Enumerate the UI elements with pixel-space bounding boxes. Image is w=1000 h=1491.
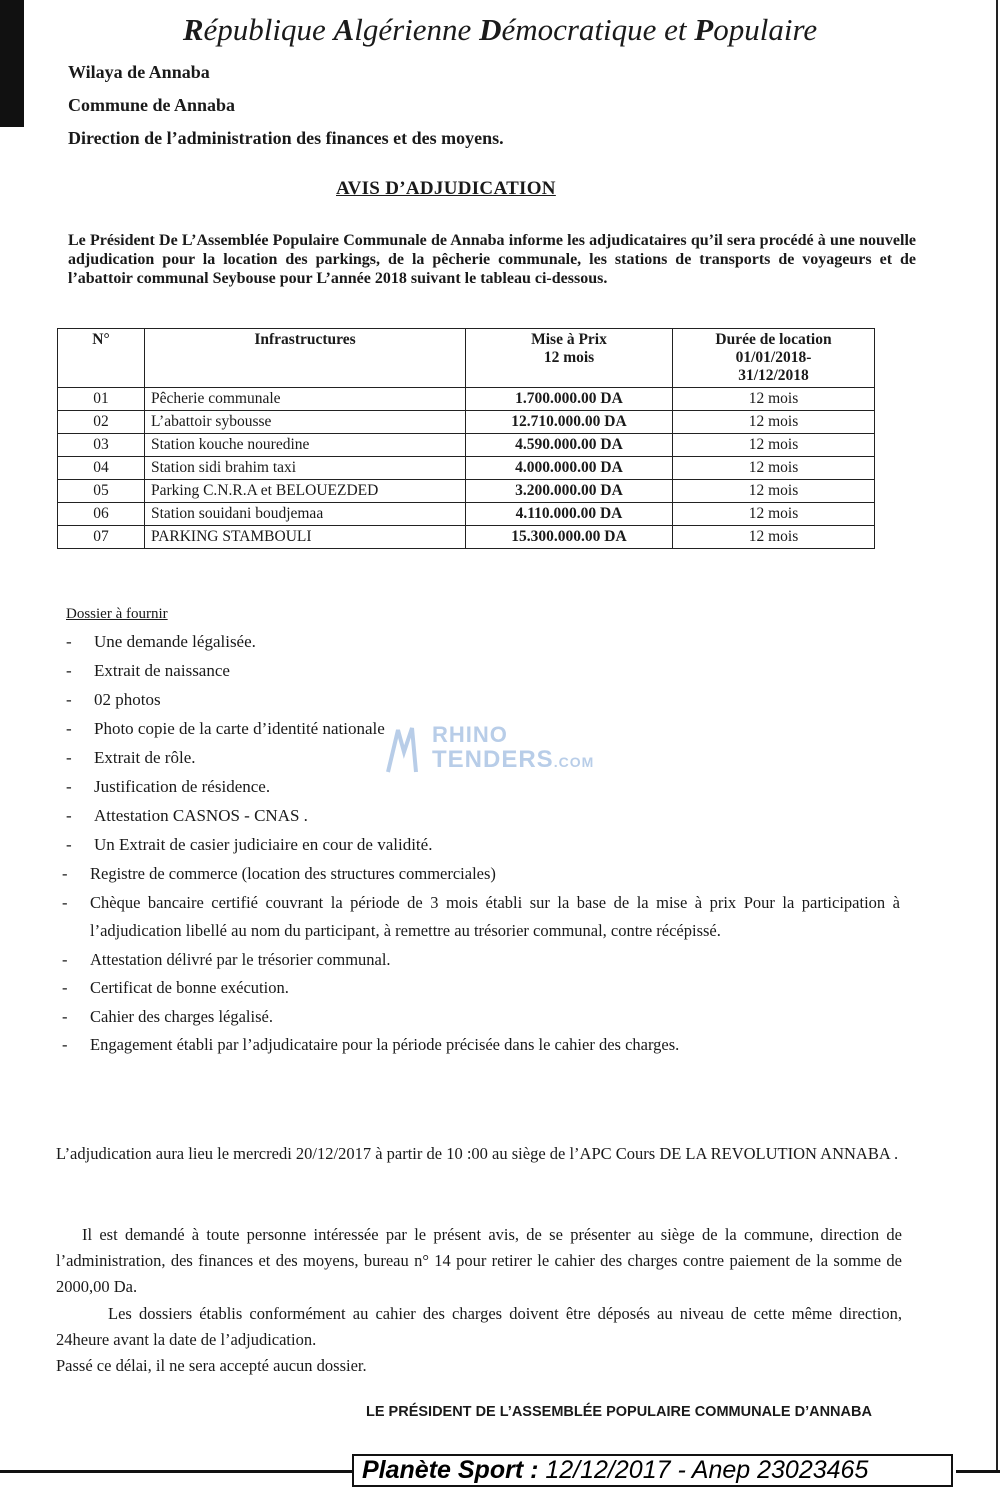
list-item: - Attestation délivré par le trésorier communal. — [56, 946, 900, 975]
title-word-4: opulaire — [713, 12, 818, 47]
delai-paragraph: Passé ce délai, il ne sera accepté aucun dossier. — [56, 1356, 367, 1375]
row-duration: 12 mois — [673, 526, 875, 549]
row-price: 1.700.000.00 DA — [466, 388, 673, 411]
row-price: 4.000.000.00 DA — [466, 457, 673, 480]
row-price: 12.710.000.00 DA — [466, 411, 673, 434]
row-duration: 12 mois — [673, 503, 875, 526]
header-prix-line1: Mise à Prix — [531, 331, 607, 348]
row-num: 01 — [58, 388, 145, 411]
republic-title — [0, 12, 1000, 48]
header-infrastructures: Infrastructures — [145, 329, 466, 388]
header-num: N° — [58, 329, 145, 388]
header-duree-line2: 01/01/2018- — [735, 349, 812, 366]
source-info: 12/12/2017 - Anep 23023465 — [545, 1456, 869, 1484]
watermark-line1: RHINO — [432, 722, 508, 747]
row-infrastructure: L’abattoir sybousse — [145, 411, 466, 434]
list-item: - Une demande légalisée. — [60, 627, 432, 656]
title-word-2: lgérienne — [354, 12, 480, 47]
list-item: - Engagement établi par l’adjudicataire pour la période précisée dans le cahier des charges. — [56, 1031, 900, 1060]
signature: LE PRÉSIDENT DE L’ASSEMBLÉE POPULAIRE COMMUNALE D’ANNABA — [366, 1404, 872, 1420]
frame-right-line — [996, 0, 998, 1472]
title-word-1: épublique — [203, 12, 334, 47]
table-row — [58, 457, 875, 480]
list-item: - Extrait de rôle. — [60, 743, 432, 772]
header-duree — [673, 329, 875, 388]
intro-paragraph: Le Président De L’Assemblée Populaire Communale de Annaba informe les adjudicataires qu’il sera procédé à une nouvelle adjudication pour la location des parkings, de la pêcherie communale, les stations de transports de voyageurs et de l’abattoir communal Seybouse pour L’année 2018 suivant le tableau ci-dessous. — [68, 232, 916, 287]
row-infrastructure: PARKING STAMBOULI — [145, 526, 466, 549]
title-word-3: émocratique et — [501, 12, 695, 47]
title-cap-p: P — [694, 12, 714, 47]
row-duration: 12 mois — [673, 411, 875, 434]
infrastructure-table — [57, 328, 875, 549]
list-item: - Un Extrait de casier judiciaire en cour de validité. — [60, 830, 432, 859]
table-header-row — [58, 329, 875, 388]
adjudication-date-paragraph: L’adjudication aura lieu le mercredi 20/12/2017 à partir de 10 :00 au siège de l’APC Cours DE LA REVOLUTION ANNABA . — [56, 1144, 899, 1163]
row-infrastructure: Station souidani boudjemaa — [145, 503, 466, 526]
table-row — [58, 388, 875, 411]
table-row — [58, 526, 875, 549]
list-item: - Photo copie de la carte d’identité nationale — [60, 714, 432, 743]
row-infrastructure: Station sidi brahim taxi — [145, 457, 466, 480]
list-item: - Extrait de naissance — [60, 656, 432, 685]
dossier-list-2 — [56, 860, 900, 1060]
frame-bottom-line — [0, 1470, 354, 1473]
title-cap-d: D — [479, 12, 502, 47]
header-mise-a-prix — [466, 329, 673, 388]
row-price: 15.300.000.00 DA — [466, 526, 673, 549]
list-item: - Justification de résidence. — [60, 772, 432, 801]
list-item: - Cahier des charges légalisé. — [56, 1003, 900, 1032]
row-price: 4.110.000.00 DA — [466, 503, 673, 526]
commune-line: Commune de Annaba — [68, 95, 236, 115]
row-price: 3.200.000.00 DA — [466, 480, 673, 503]
table-row — [58, 411, 875, 434]
watermark-tenders: TENDERS — [432, 746, 554, 773]
row-duration: 12 mois — [673, 457, 875, 480]
list-item: - Attestation CASNOS - CNAS . — [60, 801, 432, 830]
row-num: 05 — [58, 480, 145, 503]
retrait-paragraph: Il est demandé à toute personne intéressée par le présent avis, de se présenter au siège de la commune, direction de l’administration, des finances et des moyens, bureau n° 14 pour retirer le cahier des charges contre paiement de la somme de 2000,00 Da. — [56, 1225, 902, 1296]
row-price: 4.590.000.00 DA — [466, 434, 673, 457]
watermark-suffix: .COM — [553, 754, 595, 770]
header-prix-line2: 12 mois — [543, 349, 595, 366]
notice-title: AVIS D’ADJUDICATION — [336, 178, 556, 199]
direction-line: Direction de l’administration des finances et des moyens. — [68, 128, 504, 148]
table-row — [58, 480, 875, 503]
list-item: - 02 photos — [60, 685, 432, 714]
row-num: 04 — [58, 457, 145, 480]
wilaya-line: Wilaya de Annaba — [68, 62, 210, 82]
row-infrastructure: Pêcherie communale — [145, 388, 466, 411]
source-name: Planète Sport — [362, 1456, 524, 1484]
list-item: - Registre de commerce (location des structures commerciales) — [56, 860, 900, 889]
list-item: - Certificat de bonne exécution. — [56, 974, 900, 1003]
dossier-list-1 — [60, 627, 432, 859]
row-num: 07 — [58, 526, 145, 549]
row-duration: 12 mois — [673, 388, 875, 411]
source-separator: : — [523, 1456, 546, 1484]
row-infrastructure: Station kouche nouredine — [145, 434, 466, 457]
row-num: 03 — [58, 434, 145, 457]
header-duree-line3: 31/12/2018 — [738, 367, 809, 384]
title-cap-r: R — [182, 12, 204, 47]
table-row — [58, 503, 875, 526]
row-num: 06 — [58, 503, 145, 526]
frame-bottom-line-right — [956, 1470, 1000, 1473]
title-cap-a: A — [333, 12, 355, 47]
publication-source — [352, 1454, 953, 1487]
row-duration: 12 mois — [673, 434, 875, 457]
watermark-line2 — [432, 746, 594, 774]
row-duration: 12 mois — [673, 480, 875, 503]
list-item: - Chèque bancaire certifié couvrant la période de 3 mois établi sur la base de la mise à prix Pour la participation à l’adjudication libellé au nom du participant, à remettre au trésorier communal, contre récépissé. — [56, 889, 900, 946]
row-num: 02 — [58, 411, 145, 434]
table-row — [58, 434, 875, 457]
rhino-logo-icon — [382, 722, 422, 778]
watermark — [382, 722, 632, 782]
row-infrastructure: Parking C.N.R.A et BELOUEZDED — [145, 480, 466, 503]
header-duree-line1: Durée de location — [715, 331, 832, 348]
dossier-title: Dossier à fournir — [66, 606, 168, 622]
depot-paragraph: Les dossiers établis conformément au cahier des charges doivent être déposés au niveau de cette même direction, 24heure avant la date de l’adjudication. — [56, 1304, 902, 1349]
